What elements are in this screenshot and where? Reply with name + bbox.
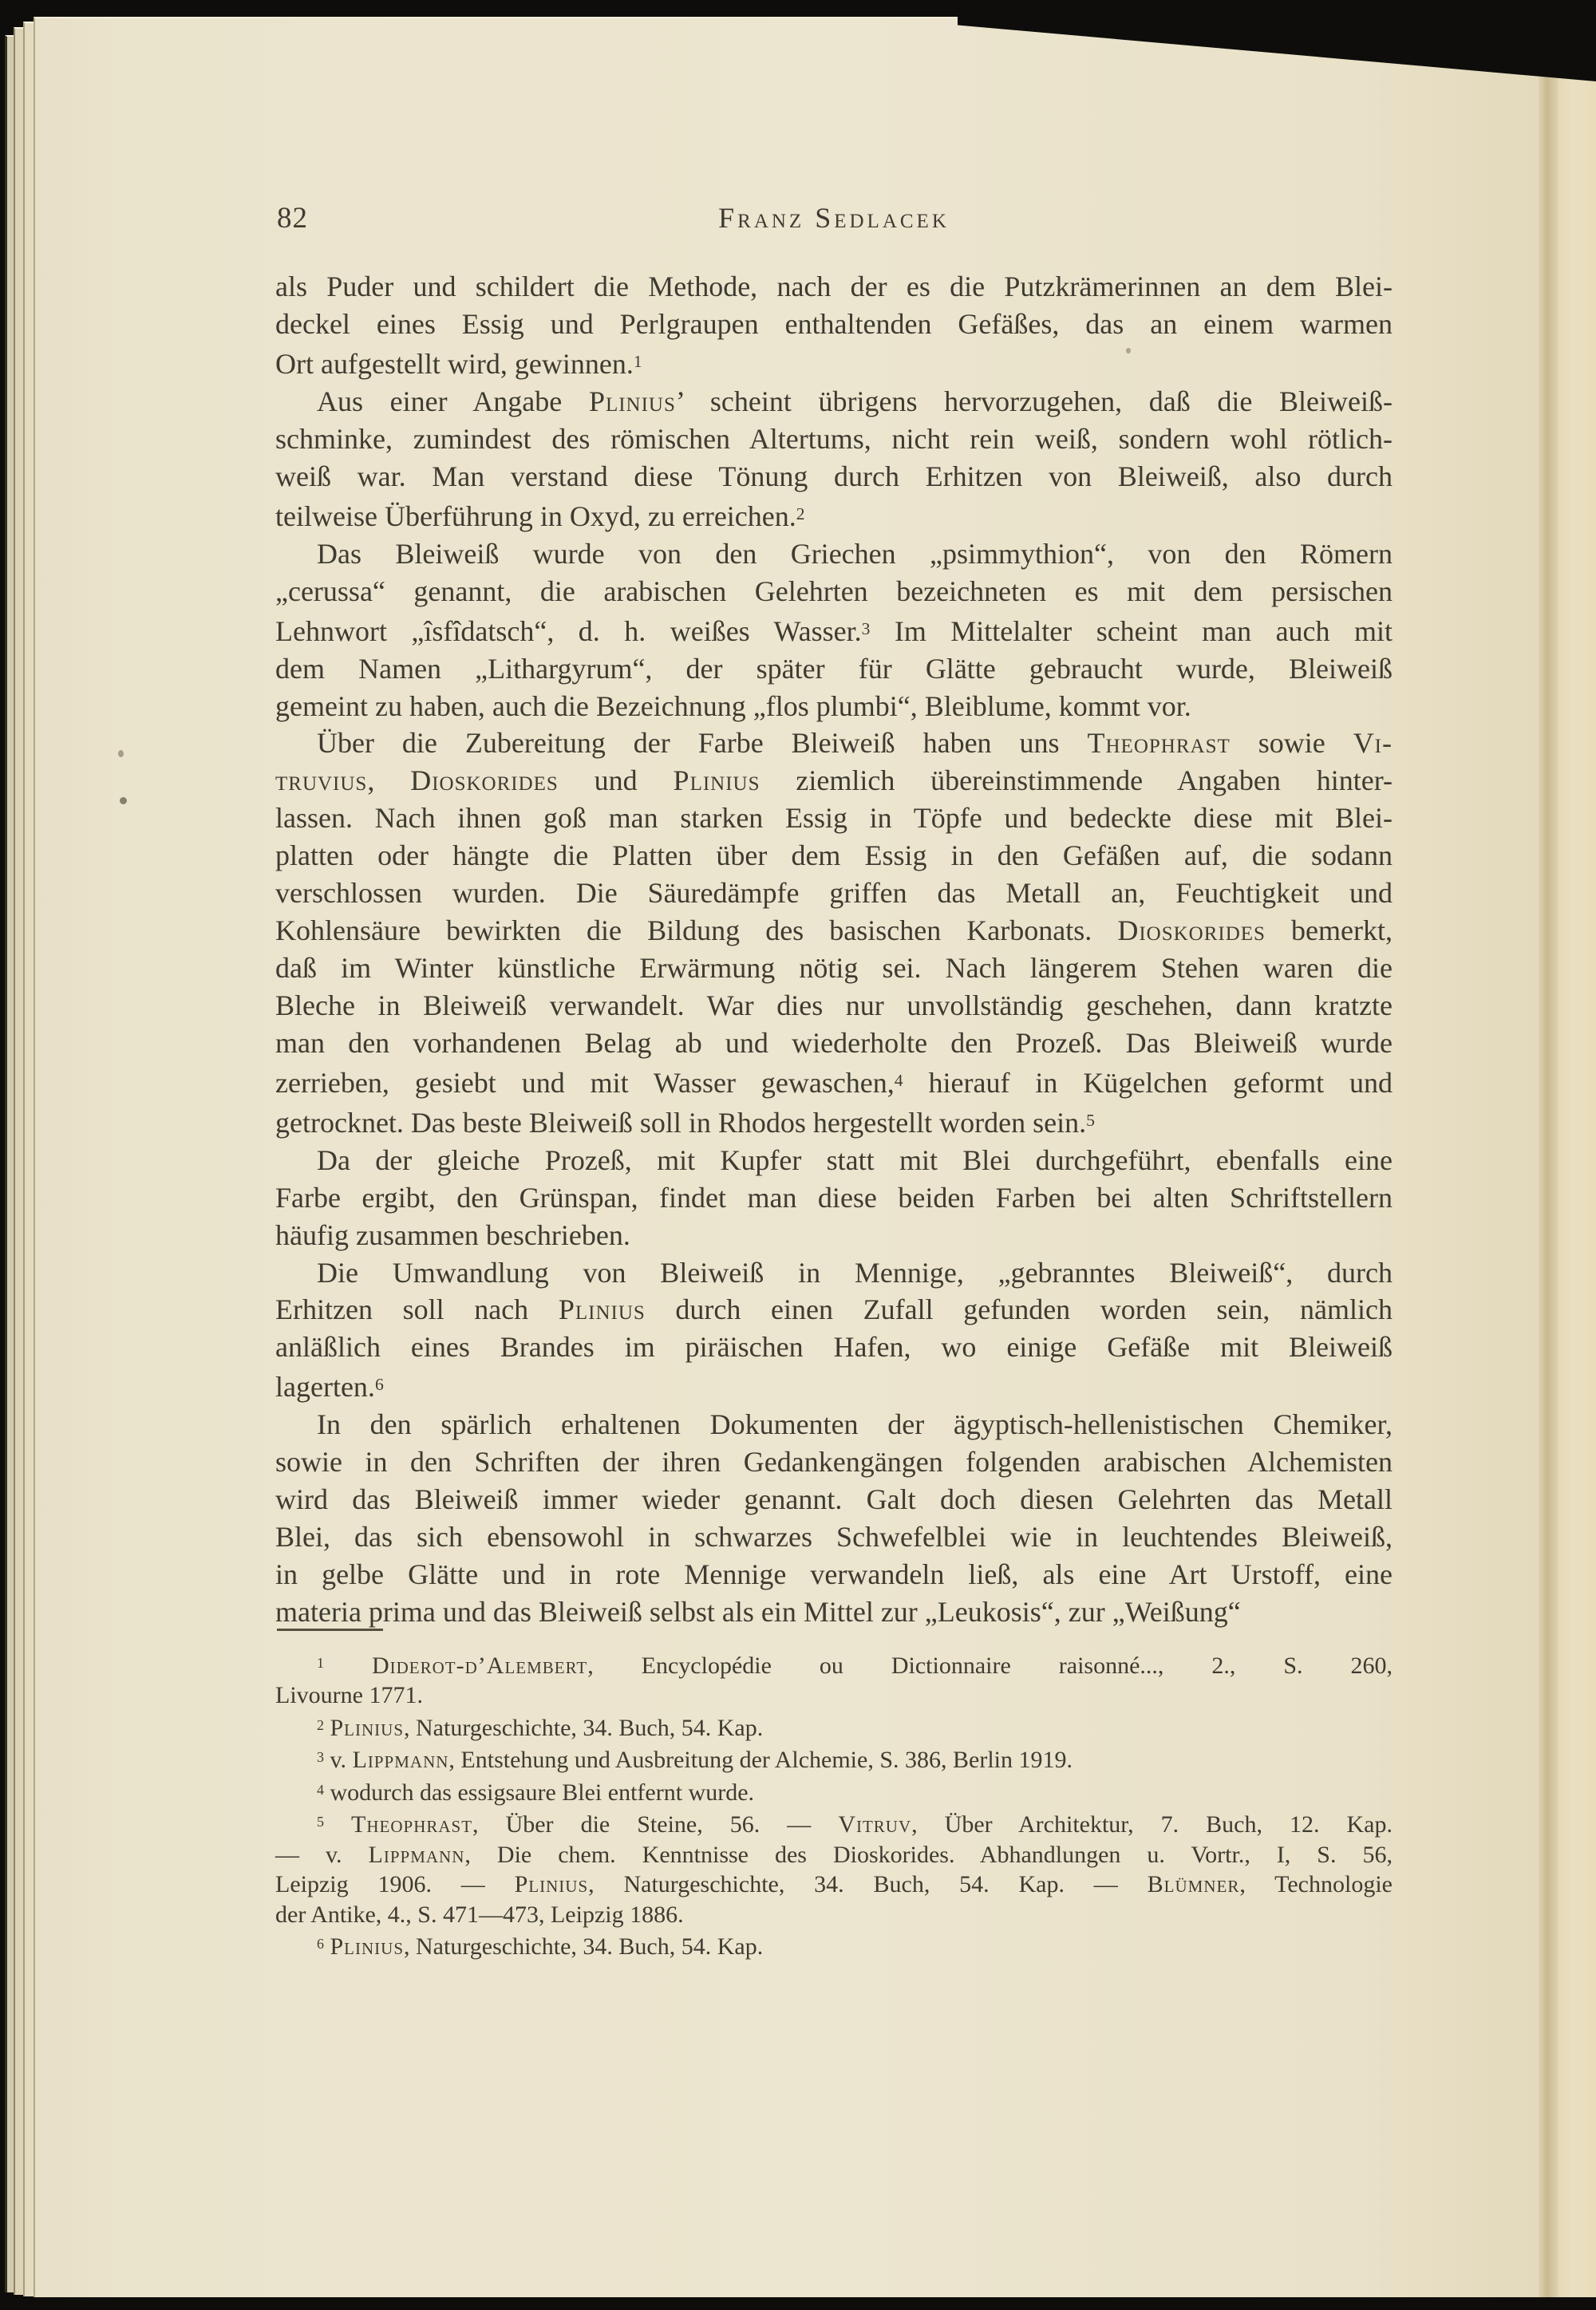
body-text-line <box>275 1025 1393 1062</box>
text-segment: , Naturgeschichte, 34. Buch, 54. Kap. <box>404 1714 764 1741</box>
footnote-line <box>275 1870 1393 1900</box>
text-segment: Da der gleiche Prozeß, mit Kupfer statt mit Blei durchgeführt, ebenfalls eine <box>317 1143 1393 1176</box>
text-segment: ziemlich übereinstimmende Angaben hinter- <box>760 764 1393 797</box>
body-text-line <box>275 912 1393 950</box>
body-text-line <box>275 496 1393 535</box>
text-segment: , Encyclopédie ou Dictionnaire raisonné..., 2., S. 260, <box>587 1652 1393 1679</box>
body-text-line <box>275 837 1393 875</box>
page-header <box>275 201 1393 241</box>
text-segment: Plinius <box>330 1933 405 1961</box>
text-segment: , Naturgeschichte, 34. Buch, 54. Kap. — <box>588 1871 1148 1898</box>
text-segment: Lehnwort „îsfîdatsch“, d. h. weißes Wasser. <box>275 614 862 647</box>
text-segment: verschlossen wurden. Die Säuredämpfe griffen das Metall an, Feuchtigkeit und <box>275 877 1393 910</box>
body-text-line <box>275 800 1393 837</box>
text-segment: Vitruv <box>838 1811 912 1838</box>
ink-speck <box>120 797 127 804</box>
text-segment: häufig zusammen beschrieben. <box>275 1218 630 1251</box>
text-segment: Plinius <box>588 385 676 417</box>
body-text-line <box>275 383 1393 421</box>
text-segment: wodurch das essigsaure Blei entfernt wurde. <box>324 1779 755 1806</box>
text-segment: platten oder hängte die Platten über dem Essig in den Gefäßen auf, die sodann <box>275 839 1393 872</box>
text-segment: 1 <box>317 1655 324 1671</box>
text-segment: Das Bleiweiß wurde von den Griechen „psimmythion“, von den Römern <box>317 537 1393 570</box>
body-text-line <box>275 987 1393 1025</box>
text-segment: in gelbe Glätte und in rote Mennige verwandeln ließ, als eine Art Urstoff, eine <box>275 1558 1393 1591</box>
text-segment: sowie in den Schriften der ihren Gedankengängen folgenden arabischen Alchemisten <box>275 1446 1393 1479</box>
body-text <box>275 268 1393 1631</box>
body-text-line <box>275 1366 1393 1406</box>
text-segment: „cerussa“ genannt, die arabischen Gelehrten bezeichneten es mit dem persischen <box>275 575 1393 607</box>
footnote-line <box>275 1649 1393 1680</box>
text-segment: Erhitzen soll nach <box>275 1293 559 1326</box>
body-text-line <box>275 1518 1393 1556</box>
body-text-line <box>275 875 1393 912</box>
text-segment: truvius <box>275 764 368 797</box>
body-text-line <box>275 950 1393 987</box>
body-text-line <box>275 1062 1393 1102</box>
text-segment: Livourne 1771. <box>275 1682 423 1709</box>
text-segment: Theophrast <box>1087 727 1231 760</box>
text-segment <box>324 1715 330 1741</box>
text-segment: , Die chem. Kenntnisse des Dioskorides. Abhandlungen u. Vortr., I, S. 56, <box>464 1841 1393 1868</box>
body-text-line <box>275 1179 1393 1217</box>
body-text-line <box>275 1481 1393 1518</box>
text-segment: Lippmann <box>352 1747 449 1774</box>
text-segment: Dioskorides <box>410 764 559 797</box>
text-segment: man den vorhandenen Belag ab und wiederholte den Prozeß. Das Bleiweiß wurde <box>275 1026 1393 1059</box>
text-segment: 1 <box>633 351 642 371</box>
body-text-line <box>275 725 1393 762</box>
body-text-line <box>275 650 1393 688</box>
text-segment: Im Mittelalter scheint man auch mit <box>870 614 1393 647</box>
text-segment: , Entstehung und Ausbreitung der Alchemie, S. 386, Berlin 1919. <box>448 1747 1073 1774</box>
page-number: 82 <box>277 202 308 235</box>
text-segment: , Naturgeschichte, 34. Buch, 54. Kap. <box>404 1933 764 1961</box>
footnote-line <box>275 1900 1393 1930</box>
body-text-line <box>275 762 1393 800</box>
text-segment: Theophrast <box>351 1811 473 1838</box>
text-segment: weiß war. Man verstand diese Tönung durch Erhitzen von Bleiweiß, also durch <box>275 460 1393 492</box>
footnote-line <box>275 1775 1393 1807</box>
text-segment: Lippmann <box>368 1841 465 1868</box>
text-segment: wird das Bleiweiß immer wieder genannt. Galt doch diesen Gelehrten das Metall <box>275 1483 1393 1516</box>
text-segment: Die Umwandlung von Bleiweiß in Mennige, „gebranntes Bleiweiß“, durch <box>317 1256 1393 1289</box>
text-segment: 2 <box>796 503 805 523</box>
body-text-line <box>275 268 1393 306</box>
text-segment: 5 <box>1086 1110 1095 1130</box>
text-segment: , Technologie <box>1239 1871 1393 1898</box>
text-segment: daß im Winter künstliche Erwärmung nötig sei. Nach längerem Stehen waren die <box>275 951 1393 984</box>
text-segment: Plinius <box>330 1714 405 1741</box>
body-text-line <box>275 688 1393 725</box>
text-segment: materia prima und das Bleiweiß selbst als ein Mittel zur „Leukosis“, zur „Weißung“ <box>275 1595 1241 1628</box>
text-segment: Dioskorides <box>1117 914 1266 947</box>
body-text-line <box>275 573 1393 610</box>
text-segment <box>324 1811 351 1838</box>
text-segment: gemeint zu haben, auch die Bezeichnung „flos plumbi“, Bleiblume, kommt vor. <box>275 689 1191 722</box>
text-segment: , Über Architektur, 7. Buch, 12. Kap. <box>911 1811 1393 1838</box>
text-segment: 4 <box>894 1070 903 1090</box>
body-text-line <box>275 1102 1393 1142</box>
text-segment: 3 <box>317 1749 324 1766</box>
body-text-line <box>275 1291 1393 1329</box>
text-segment <box>324 1933 330 1960</box>
text-segment: deckel eines Essig und Perlgraupen enthaltenden Gefäßes, das an einem warmen <box>275 307 1393 340</box>
text-segment: schminke, zumindest des römischen Altertums, nicht rein weiß, sondern wohl rötlich- <box>275 422 1393 455</box>
footnote-separator <box>277 1629 383 1631</box>
text-segment: , <box>367 764 411 797</box>
footnote-line <box>275 1807 1393 1839</box>
facing-page-edge <box>1558 26 1596 2297</box>
body-text-line <box>275 535 1393 573</box>
text-segment: ’ scheint übrigens hervorzugehen, daß die Bleiweiß- <box>675 385 1393 417</box>
text-segment: 5 <box>317 1814 324 1830</box>
text-segment: In den spärlich erhaltenen Dokumenten der ägyptisch-hellenistischen Chemiker, <box>317 1408 1393 1441</box>
footnotes-text <box>275 1649 1393 1962</box>
body-text-line <box>275 421 1393 458</box>
body-text-line <box>275 1406 1393 1443</box>
body-text-line <box>275 1556 1393 1593</box>
text-segment: Blei, das sich ebensowohl in schwarzes Schwefelblei wie in leuchtendes Bleiweiß, <box>275 1521 1393 1554</box>
text-segment: Plinius <box>514 1871 589 1898</box>
text-segment <box>324 1653 372 1679</box>
text-segment: der Antike, 4., S. 471—473, Leipzig 1886. <box>275 1901 684 1928</box>
text-segment: Bleche in Bleiweiß verwandelt. War dies nur unvollständig geschehen, dann kratzte <box>275 989 1393 1021</box>
running-header-author: Franz Sedlacek <box>718 202 950 234</box>
text-segment: getrocknet. Das beste Bleiweiß soll in Rhodos hergestellt worden sein. <box>275 1106 1087 1139</box>
body-text-line <box>275 1593 1393 1631</box>
text-segment: Über die Zubereitung der Farbe Bleiweiß haben uns <box>317 727 1088 760</box>
text-segment: Diderot-d’Alembert <box>371 1652 588 1679</box>
body-text-line <box>275 610 1393 650</box>
text-segment: durch einen Zufall gefunden worden sein, nämlich <box>645 1293 1393 1326</box>
text-segment: dem Namen „Lithargyrum“, der später für Glätte gebraucht wurde, Bleiweiß <box>275 652 1393 685</box>
text-segment: 2 <box>317 1717 324 1734</box>
text-segment: 3 <box>861 618 871 638</box>
text-segment: lassen. Nach ihnen goß man starken Essig in Töpfe und bedeckte diese mit Blei- <box>275 802 1393 835</box>
footnote-line <box>275 1711 1393 1743</box>
text-segment: zerrieben, gesiebt und mit Wasser gewaschen, <box>275 1066 895 1099</box>
page-gutter-shadow <box>1539 26 1558 2297</box>
text-segment: anläßlich eines Brandes im piräischen Hafen, wo einige Gefäße mit Bleiweiß <box>275 1331 1393 1364</box>
body-text-line <box>275 343 1393 383</box>
text-segment: Aus einer Angabe <box>317 385 589 417</box>
body-text-line <box>275 1217 1393 1254</box>
text-segment: hierauf in Kügelchen geformt und <box>903 1066 1393 1099</box>
footnote-line <box>275 1680 1393 1711</box>
text-segment: als Puder und schildert die Methode, nach der es die Putzkrämerinnen an dem Blei- <box>275 270 1393 302</box>
text-segment: 6 <box>374 1375 384 1395</box>
text-segment: 4 <box>317 1781 324 1798</box>
text-segment: Kohlensäure bewirkten die Bildung des basischen Karbonats. <box>275 914 1118 947</box>
text-segment: v. <box>324 1747 353 1774</box>
text-segment: Leipzig 1906. — <box>275 1871 515 1898</box>
text-segment: — v. <box>275 1841 369 1868</box>
text-segment: sowie <box>1230 727 1353 760</box>
body-text-line <box>275 1329 1393 1366</box>
text-segment: , Über die Steine, 56. — <box>472 1811 839 1838</box>
body-text-line <box>275 458 1393 496</box>
footnote-line <box>275 1929 1393 1961</box>
text-segment: Vi- <box>1353 727 1393 760</box>
text-segment: lagerten. <box>275 1371 375 1404</box>
text-segment: 6 <box>317 1936 324 1953</box>
ink-speck <box>118 750 124 757</box>
text-segment: Farbe ergibt, den Grünspan, findet man diese beiden Farben bei alten Schriftstellern <box>275 1181 1393 1214</box>
body-text-line <box>275 1142 1393 1179</box>
body-text-line <box>275 1254 1393 1292</box>
text-segment: Blümner <box>1147 1871 1240 1898</box>
body-text-line <box>275 1443 1393 1481</box>
text-segment: teilweise Überführung in Oxyd, zu erreichen. <box>275 500 796 532</box>
footnote-line <box>275 1840 1393 1870</box>
text-segment: Ort aufgestellt wird, gewinnen. <box>275 348 634 381</box>
body-text-line <box>275 306 1393 343</box>
text-segment: Plinius <box>558 1293 646 1326</box>
text-segment: Plinius <box>673 764 760 797</box>
footnote-line <box>275 1743 1393 1775</box>
text-segment: und <box>558 764 674 797</box>
text-segment: bemerkt, <box>1265 914 1393 947</box>
